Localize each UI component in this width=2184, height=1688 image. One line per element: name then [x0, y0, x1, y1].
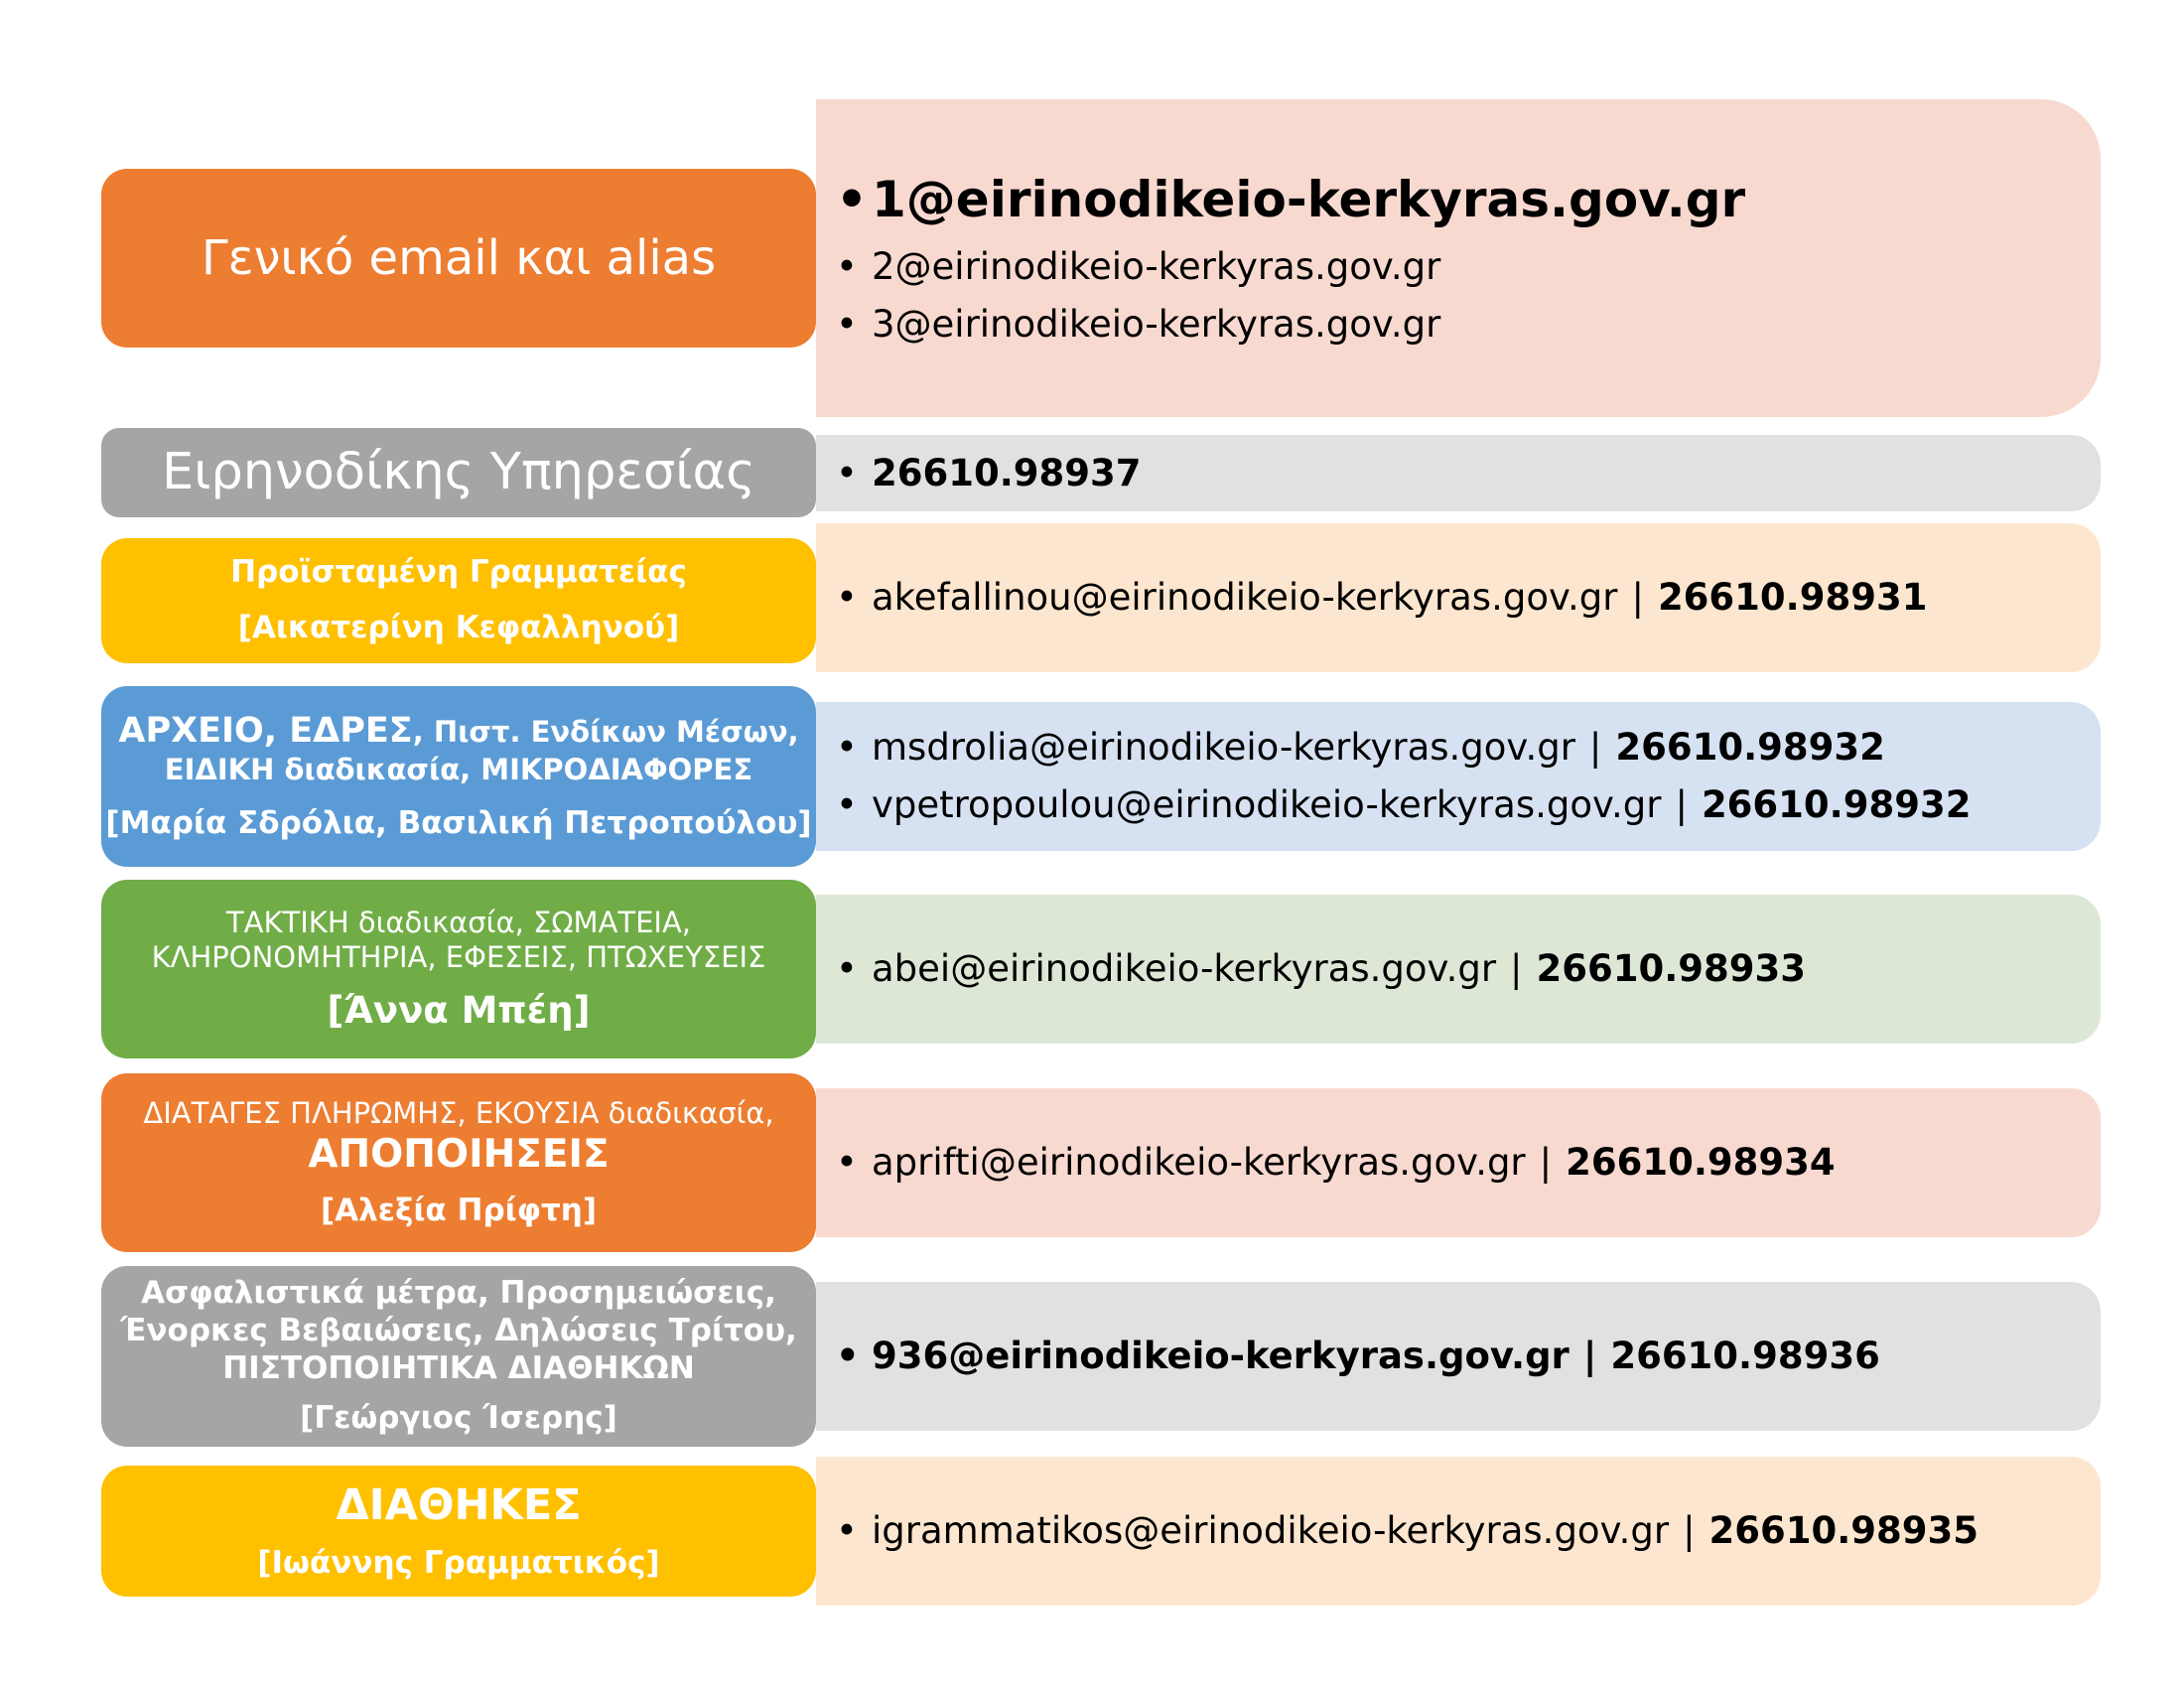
detail-item	[836, 1138, 2101, 1188]
email-link[interactable]: vpetropoulou@eirinodikeio-kerkyras.gov.gr	[872, 783, 1662, 826]
detail-item	[836, 242, 2101, 292]
label-regular-procedure	[101, 880, 816, 1058]
bullet-icon: •	[836, 947, 858, 991]
bullet-icon: •	[836, 302, 858, 346]
email-link[interactable]: 936@eirinodikeio-kerkyras.gov.gr	[872, 1335, 1570, 1378]
detail-item	[836, 1332, 2101, 1381]
label-text: Ένορκες Βεβαιώσεις, Δηλώσεις Τρίτου,	[120, 1313, 797, 1349]
label-general-email	[101, 169, 816, 348]
label-wills	[101, 1466, 816, 1597]
phone-number: 26610.98932	[1701, 783, 1972, 826]
label-judge-service	[101, 428, 816, 517]
detail-item	[836, 780, 2101, 830]
archive-details	[816, 702, 2101, 851]
label-insurance-measures	[101, 1266, 816, 1447]
label-text	[118, 710, 798, 753]
separator: |	[1683, 1509, 1696, 1553]
detail-item	[836, 167, 2101, 234]
label-payment-orders	[101, 1073, 816, 1252]
detail-item	[836, 944, 2101, 994]
separator: |	[1631, 576, 1644, 620]
bullet-icon: •	[836, 171, 868, 229]
bullet-icon: •	[836, 451, 858, 494]
bullet-icon: •	[836, 1141, 858, 1185]
separator: |	[1588, 726, 1602, 770]
label-person: [Αλεξία Πρίφτη]	[320, 1192, 597, 1228]
email-link[interactable]: 1@eirinodikeio-kerkyras.gov.gr	[872, 171, 1746, 229]
phone-number: 26610.98937	[872, 451, 1142, 494]
separator: |	[1582, 1335, 1597, 1378]
detail-item	[836, 300, 2101, 350]
bullet-icon: •	[836, 726, 858, 770]
label-text-rest: , Πιστ. Ενδίκων Μέσων,	[412, 715, 799, 750]
phone-number: 26610.98934	[1566, 1141, 1836, 1185]
label-person: [Άννα Μπέη]	[327, 988, 591, 1032]
label-text-emphasis: ΑΠΟΠΟΙΗΣΕΙΣ	[308, 1131, 610, 1177]
phone-number: 26610.98935	[1708, 1509, 1979, 1553]
label-text: ΠΙΣΤΟΠΟΙΗΤΙΚΑ ΔΙΑΘΗΚΩΝ	[222, 1350, 695, 1386]
email-link[interactable]: akefallinou@eirinodikeio-kerkyras.gov.gr	[872, 576, 1618, 620]
label-text-emphasis: ΑΡΧΕΙΟ, ΕΔΡΕΣ	[118, 711, 413, 752]
email-link[interactable]: igrammatikos@eirinodikeio-kerkyras.gov.gr	[872, 1509, 1670, 1553]
label-person: [Ιωάννης Γραμματικός]	[257, 1545, 660, 1582]
bullet-icon: •	[836, 783, 858, 826]
insurance-measures-details	[816, 1282, 2101, 1431]
label-text: ΕΙΔΙΚΗ διαδικασία, ΜΙΚΡΟΔΙΑΦΟΡΕΣ	[164, 752, 753, 786]
label-person: [Μαρία Σδρόλια, Βασιλική Πετροπούλου]	[105, 805, 812, 842]
general-email-details	[816, 99, 2101, 417]
email-link[interactable]: msdrolia@eirinodikeio-kerkyras.gov.gr	[872, 726, 1575, 770]
separator: |	[1510, 947, 1523, 991]
label-head-secretary	[101, 538, 816, 663]
label-person: [Γεώργιος Ίσερης]	[300, 1399, 617, 1436]
regular-procedure-details	[816, 895, 2101, 1044]
payment-orders-details	[816, 1088, 2101, 1237]
detail-item	[836, 449, 2101, 498]
detail-item	[836, 723, 2101, 773]
bullet-icon: •	[836, 576, 858, 620]
label-text: Γενικό email και alias	[201, 229, 717, 286]
separator: |	[1675, 783, 1688, 826]
wills-details	[816, 1457, 2101, 1606]
phone-number: 26610.98933	[1536, 947, 1807, 991]
email-link[interactable]: 2@eirinodikeio-kerkyras.gov.gr	[872, 244, 1441, 288]
bullet-icon: •	[836, 244, 858, 288]
detail-item	[836, 573, 2101, 623]
bullet-icon: •	[836, 1335, 860, 1378]
bullet-icon: •	[836, 1509, 858, 1553]
label-text-emphasis: ΔΙΑΘΗΚΕΣ	[336, 1479, 582, 1530]
phone-number: 26610.98931	[1657, 576, 1928, 620]
label-archive	[101, 686, 816, 867]
phone-number: 26610.98936	[1610, 1335, 1880, 1378]
label-text: ΤΑΚΤΙΚΗ διαδικασία, ΣΩΜΑΤΕΙΑ,	[225, 906, 692, 940]
label-text: ΔΙΑΤΑΓΕΣ ΠΛΗΡΩΜΗΣ, ΕΚΟΥΣΙΑ διαδικασία,	[143, 1095, 774, 1130]
email-link[interactable]: abei@eirinodikeio-kerkyras.gov.gr	[872, 947, 1497, 991]
label-person: [Αικατερίνη Κεφαλληνού]	[237, 610, 680, 645]
phone-number: 26610.98932	[1615, 726, 1885, 770]
judge-service-details	[816, 435, 2101, 511]
label-text: Ασφαλιστικά μέτρα, Προσημειώσεις,	[141, 1275, 776, 1312]
detail-item	[836, 1506, 2101, 1556]
label-text: ΚΛΗΡΟΝΟΜΗΤΗΡΙΑ, ΕΦΕΣΕΙΣ, ΠΤΩΧΕΥΣΕΙΣ	[151, 940, 766, 975]
separator: |	[1539, 1141, 1553, 1185]
label-text: Προϊσταμένη Γραμματείας	[230, 554, 687, 591]
email-link[interactable]: 3@eirinodikeio-kerkyras.gov.gr	[872, 302, 1441, 346]
label-text: Ειρηνοδίκης Υπηρεσίας	[161, 442, 756, 501]
head-secretary-details	[816, 523, 2101, 672]
email-link[interactable]: aprifti@eirinodikeio-kerkyras.gov.gr	[872, 1141, 1526, 1185]
